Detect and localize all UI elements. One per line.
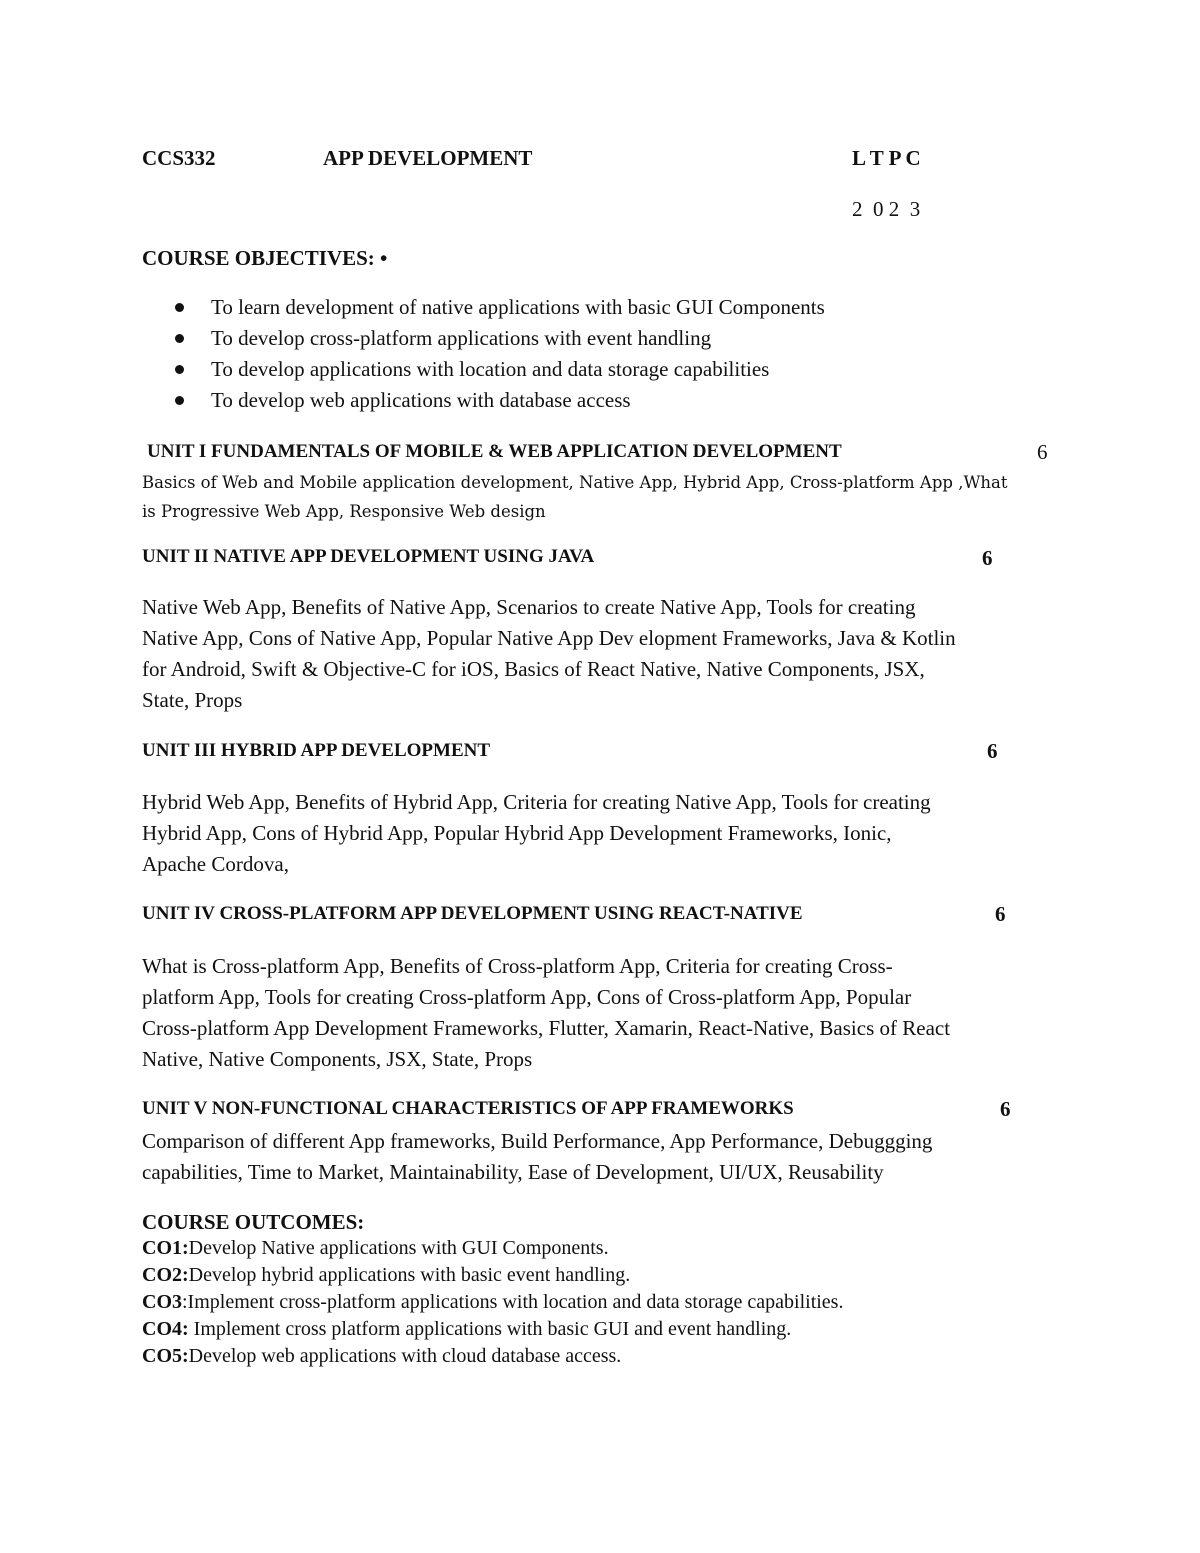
outcome-code: CO1: bbox=[142, 1237, 189, 1259]
course-code: CCS332 bbox=[142, 146, 216, 170]
unit-4-content bbox=[142, 951, 950, 1075]
unit-4-hours: 6 bbox=[995, 902, 1006, 926]
unit-2-title: UNIT II NATIVE APP DEVELOPMENT USING JAVA bbox=[142, 546, 595, 567]
objective-item: To develop cross-platform applications with event handling bbox=[211, 326, 712, 350]
unit-4-title: UNIT IV CROSS-PLATFORM APP DEVELOPMENT USING REACT-NATIVE bbox=[142, 903, 803, 924]
outcome-code: CO3 bbox=[142, 1291, 182, 1313]
objective-item: To develop applications with location and data storage capabilities bbox=[211, 357, 770, 381]
outcome-item bbox=[142, 1345, 621, 1368]
unit-3-line: Hybrid App, Cons of Hybrid App, Popular Hybrid App Development Frameworks, Ionic, bbox=[142, 821, 892, 845]
outcome-text: Develop Native applications with GUI Components. bbox=[188, 1237, 609, 1259]
outcome-code: CO4: bbox=[142, 1318, 189, 1340]
unit-4-line: platform App, Tools for creating Cross-platform App, Cons of Cross-platform App, Popular bbox=[142, 985, 912, 1009]
unit-3-title: UNIT III HYBRID APP DEVELOPMENT bbox=[142, 740, 491, 761]
unit-5-content bbox=[142, 1126, 932, 1188]
unit-1-title: UNIT I FUNDAMENTALS OF MOBILE & WEB APPLICATION DEVELOPMENT bbox=[147, 441, 842, 462]
unit-3-content bbox=[142, 787, 931, 880]
ltpc-label: L T P C bbox=[852, 146, 921, 170]
unit-3-hours: 6 bbox=[987, 739, 998, 763]
outcome-item bbox=[142, 1264, 630, 1287]
outcome-text: Develop web applications with cloud database access. bbox=[188, 1345, 622, 1367]
unit-2-line: for Android, Swift & Objective-C for iOS, Basics of React Native, Native Components, JSX, bbox=[142, 657, 925, 681]
outcomes-heading: COURSE OUTCOMES: bbox=[142, 1210, 365, 1234]
unit-2-hours: 6 bbox=[982, 546, 993, 570]
bullet-icon bbox=[175, 396, 184, 405]
unit-2-content bbox=[142, 592, 956, 716]
bullet-icon bbox=[175, 365, 184, 374]
unit-5-line: Comparison of different App frameworks, Build Performance, App Performance, Debuggging bbox=[142, 1129, 933, 1153]
unit-1-line: Basics of Web and Mobile application development, Native App, Hybrid App, Cross-platform App ,What bbox=[142, 473, 1008, 492]
unit-2-line: Native Web App, Benefits of Native App, Scenarios to create Native App, Tools for creating bbox=[142, 595, 916, 619]
outcome-text: Implement cross platform applications with basic GUI and event handling. bbox=[188, 1318, 792, 1340]
outcome-item bbox=[142, 1237, 609, 1260]
outcome-item bbox=[142, 1318, 791, 1341]
unit-4-line: Cross-platform App Development Frameworks, Flutter, Xamarin, React-Native, Basics of React bbox=[142, 1016, 951, 1040]
objective-item: To develop web applications with database access bbox=[211, 388, 631, 412]
unit-1-line: is Progressive Web App, Responsive Web design bbox=[142, 502, 546, 521]
unit-2-line: State, Props bbox=[142, 688, 243, 712]
unit-3-line: Hybrid Web App, Benefits of Hybrid App, Criteria for creating Native App, Tools for creating bbox=[142, 790, 931, 814]
outcome-item bbox=[142, 1291, 843, 1314]
outcome-code: CO5: bbox=[142, 1345, 189, 1367]
unit-5-title: UNIT V NON-FUNCTIONAL CHARACTERISTICS OF APP FRAMEWORKS bbox=[142, 1098, 794, 1119]
unit-1-hours: 6 bbox=[1037, 440, 1048, 464]
unit-3-line: Apache Cordova, bbox=[142, 852, 289, 876]
unit-2-line: Native App, Cons of Native App, Popular Native App Dev elopment Frameworks, Java & Kotlin bbox=[142, 626, 956, 650]
outcome-code: CO2: bbox=[142, 1264, 189, 1286]
unit-5-hours: 6 bbox=[1000, 1097, 1011, 1121]
outcome-text: Develop hybrid applications with basic event handling. bbox=[188, 1264, 631, 1286]
outcome-text: :Implement cross-platform applications with location and data storage capabilities. bbox=[182, 1291, 844, 1313]
unit-5-line: capabilities, Time to Market, Maintainability, Ease of Development, UI/UX, Reusability bbox=[142, 1160, 884, 1184]
objective-item: To learn development of native applications with basic GUI Components bbox=[211, 295, 825, 319]
course-title: APP DEVELOPMENT bbox=[323, 146, 533, 170]
bullet-icon bbox=[175, 303, 184, 312]
objectives-heading: COURSE OBJECTIVES: • bbox=[142, 246, 388, 270]
unit-1-content bbox=[142, 468, 1008, 526]
ltpc-values: 2 0 2 3 bbox=[852, 197, 921, 221]
unit-4-line: Native, Native Components, JSX, State, Props bbox=[142, 1047, 533, 1071]
unit-4-line: What is Cross-platform App, Benefits of Cross-platform App, Criteria for creating Cross- bbox=[142, 954, 893, 978]
bullet-icon bbox=[175, 334, 184, 343]
